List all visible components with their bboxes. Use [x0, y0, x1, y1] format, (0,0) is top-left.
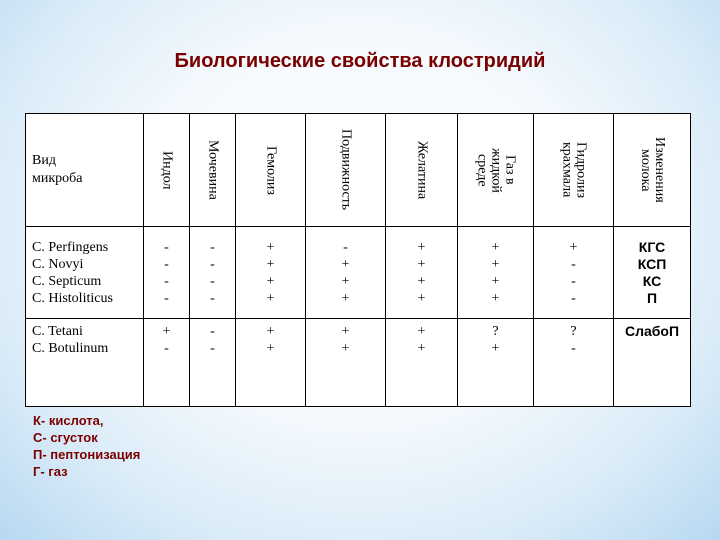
legend [33, 412, 140, 480]
table-row [26, 227, 691, 319]
header-gas-liquid-medium: Газ в жидкой среде [458, 114, 534, 227]
table-cell: + - [144, 319, 190, 407]
properties-table [25, 113, 691, 407]
header-milk-changes: Изменения молока [614, 114, 691, 227]
header-urea: Мочевина [190, 114, 236, 227]
table-row [26, 319, 691, 407]
species-cell: C. Tetani C. Botulinum [26, 319, 144, 407]
table-cell: + + [306, 319, 386, 407]
table-cell: + - - - [534, 227, 614, 319]
species-cell: C. Perfingens C. Novyi C. Septicum C. Histoliticus [26, 227, 144, 319]
legend-item: С- сгусток [33, 430, 98, 445]
species-column-header: Вид микроба [26, 114, 144, 227]
header-starch-hydrolysis: Гидролиз крахмала [534, 114, 614, 227]
legend-item: Г- газ [33, 464, 68, 479]
table-cell: - + + + [306, 227, 386, 319]
table-cell: + + + + [386, 227, 458, 319]
legend-item: К- кислота, [33, 413, 104, 428]
table-cell: + + [236, 319, 306, 407]
header-row [26, 114, 691, 227]
page-title: Биологические свойства клостридий [174, 50, 546, 72]
table-cell: + + + + [458, 227, 534, 319]
table-cell: + + [386, 319, 458, 407]
table-cell: - - [190, 319, 236, 407]
table-cell: ? - [534, 319, 614, 407]
table-cell: СлабоП [614, 319, 691, 407]
table-cell: + + + + [236, 227, 306, 319]
header-hemolysis: Гемолиз [236, 114, 306, 227]
legend-item: П- пептонизация [33, 447, 141, 462]
header-motility: Подвижность [306, 114, 386, 227]
table-cell: КГС КСП КС П [614, 227, 691, 319]
table-cell: ? + [458, 319, 534, 407]
table-cell: - - - - [144, 227, 190, 319]
header-gelatin: Желатина [386, 114, 458, 227]
table-cell: - - - - [190, 227, 236, 319]
header-indole: Индол [144, 114, 190, 227]
